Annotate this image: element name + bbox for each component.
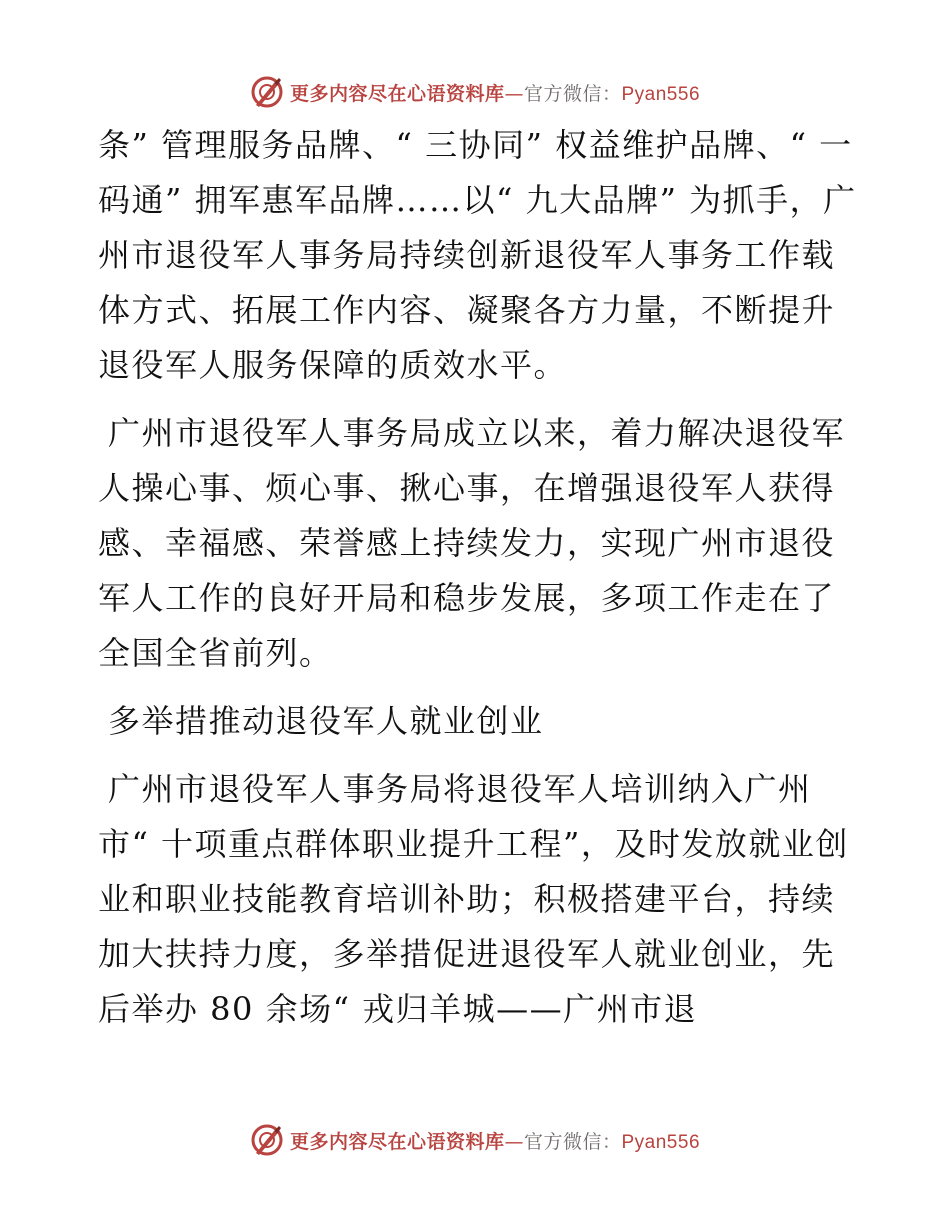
brand-logo-icon [250,75,284,109]
banner-text [290,79,700,106]
paragraph-brands: 条” 管理服务品牌、“ 三协同” 权益维护品牌、“ 一码通” 拥军惠军品牌……以“ 九大品牌” 为抓手，广州市退役军人事务局持续创新退役军人事务工作载体方式、拓展工作内容、凝聚各方力量，不断提升退役军人服务保障的质效水平。 [98,126,857,384]
banner-wechat-label: 官方微信： [523,82,622,105]
footer-banner [0,1120,950,1160]
footer-banner-content [250,1123,700,1157]
paragraph-achievements: 广州市退役军人事务局成立以来，着力解决退役军人操心事、烦心事、揪心事，在增强退役军人获得感、幸福感、荣誉感上持续发力，实现广州市退役军人工作的良好开局和稳步发展，多项工作走在了全国全省前列。 [98,414,846,672]
banner-lead-text: 更多内容尽在心语资料库 [289,82,505,105]
banner-lead-text: 更多内容尽在心语资料库 [289,1130,505,1153]
banner-wechat-label: 官方微信： [523,1130,622,1153]
paragraph-employment: 广州市退役军人事务局将退役军人培训纳入广州市“ 十项重点群体职业提升工程”，及时发放就业创业和职业技能教育培训补助；积极搭建平台，持续加大扶持力度，多举措促进退役军人就业创业，先后举办 80 余场“ 戎归羊城——广州市退 [98,770,849,1028]
header-banner [0,72,950,112]
document-body [98,118,858,1037]
section-heading-employment: 多举措推动退役军人就业创业 [108,702,544,740]
banner-separator: — [504,1130,524,1153]
banner-wechat-id: Pyan556 [621,83,701,105]
banner-separator: — [504,82,524,105]
banner-wechat-id: Pyan556 [621,1131,701,1153]
banner-text [290,1127,700,1154]
header-banner-content [250,75,700,109]
brand-logo-icon [250,1123,284,1157]
